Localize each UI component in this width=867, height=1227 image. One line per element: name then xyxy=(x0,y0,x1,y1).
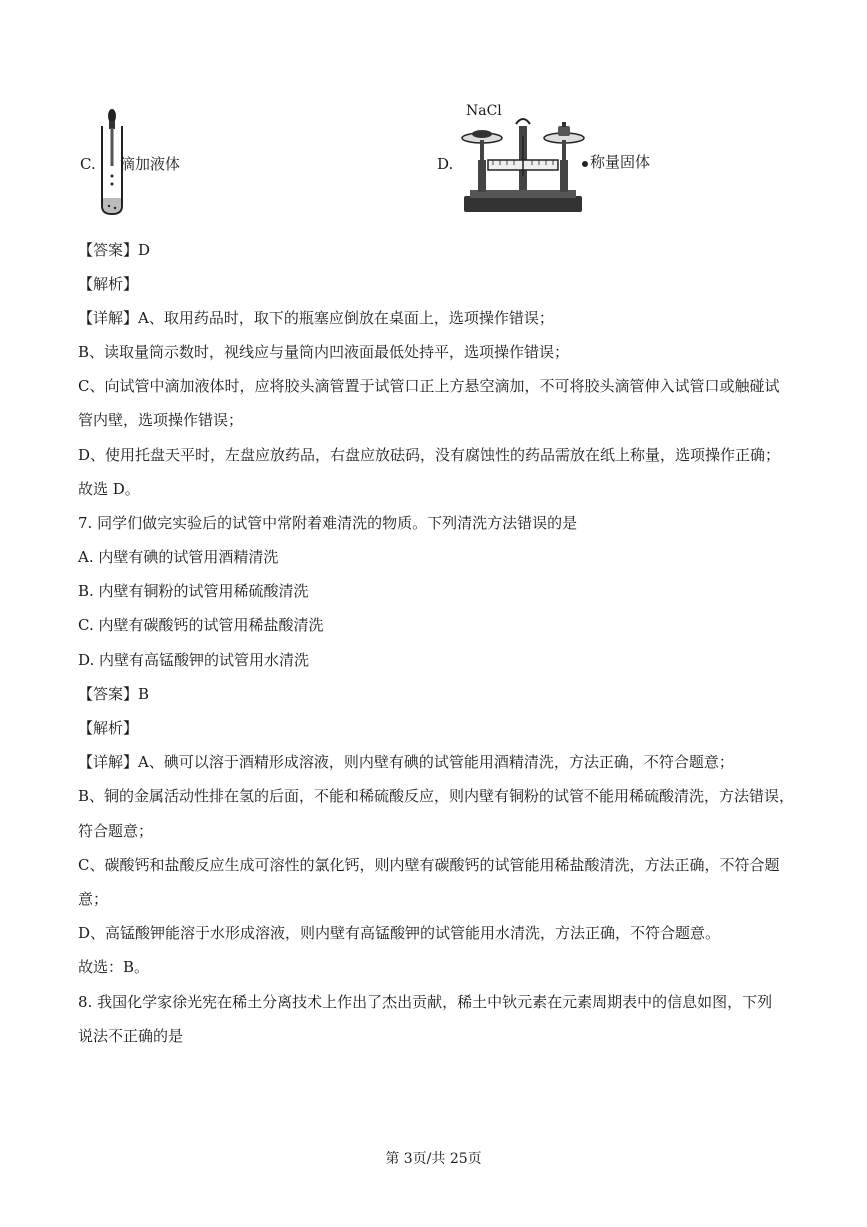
balance-illustration xyxy=(458,116,588,220)
analysis-heading-q6: 【解析】 xyxy=(78,275,139,293)
question-8-stem: 8. 我国化学家徐光宪在稀土分离技术上作出了杰出贡献，稀土中钬元素在元素周期表中的信息如图，下列 xyxy=(78,993,773,1011)
detail-line-b-cont-q7: 符合题意； xyxy=(78,822,154,840)
conclusion-line-q6: 故选 D。 xyxy=(78,480,140,498)
conclusion-line-q7: 故选：B。 xyxy=(78,958,150,976)
detail-line-b-q7: B、铜的金属活动性排在氢的后面，不能和稀硫酸反应，则内壁有铜粉的试管不能用稀硫酸清洗，方法错误， xyxy=(78,787,795,805)
figure-d-caption: 称量固体 xyxy=(590,153,651,171)
analysis-heading-q7: 【解析】 xyxy=(78,719,139,737)
answer-line-q7: 【答案】B xyxy=(78,685,150,703)
detail-line-a-q6: 【详解】A、取用药品时，取下的瓶塞应倒放在桌面上，选项操作错误； xyxy=(78,309,554,327)
reagent-label-nacl: NaCl xyxy=(466,103,502,119)
question-7-stem: 7. 同学们做完实验后的试管中常附着难清洗的物质。下列清洗方法错误的是 xyxy=(78,514,578,532)
detail-line-a-q7: 【详解】A、碘可以溶于酒精形成溶液，则内壁有碘的试管能用酒精清洗，方法正确，不符合题意； xyxy=(78,753,734,771)
question-7-option-a: A. 内壁有碘的试管用酒精清洗 xyxy=(78,548,279,566)
question-7-option-c: C. 内壁有碳酸钙的试管用稀盐酸清洗 xyxy=(78,616,324,634)
detail-line-d-q6: D、使用托盘天平时，左盘应放药品，右盘应放砝码，没有腐蚀性的药品需放在纸上称量，选项操作正确； xyxy=(78,446,781,464)
detail-line-b-q6: B、读取量筒示数时，视线应与量筒内凹液面最低处持平，选项操作错误； xyxy=(78,343,570,361)
detail-line-c-q6: C、向试管中滴加液体时，应将胶头滴管置于试管口正上方悬空滴加，不可将胶头滴管伸入试管口或触碰试 xyxy=(78,377,780,395)
question-8-stem-cont: 说法不正确的是 xyxy=(78,1027,184,1045)
question-7-option-d: D. 内壁有高锰酸钾的试管用水清洗 xyxy=(78,651,310,669)
question-7-option-b: B. 内壁有铜粉的试管用稀硫酸清洗 xyxy=(78,582,309,600)
detail-line-c-cont-q7: 意； xyxy=(78,890,109,908)
detail-line-d-q7: D、高锰酸钾能溶于水形成溶液，则内壁有高锰酸钾的试管能用水清洗，方法正确，不符合题意。 xyxy=(78,924,721,942)
page-footer: 第 3页/共 25页 xyxy=(385,1151,482,1167)
detail-line-c-cont-q6: 管内壁，选项操作错误； xyxy=(78,411,244,429)
option-c-label: C. xyxy=(80,155,96,173)
figure-c-caption: 滴加液体 xyxy=(120,155,181,173)
answer-line-q6: 【答案】D xyxy=(78,241,151,259)
detail-line-c-q7: C、碳酸钙和盐酸反应生成可溶性的氯化钙，则内壁有碳酸钙的试管能用稀盐酸清洗，方法正确，不符合题 xyxy=(78,856,780,874)
option-d-label: D. xyxy=(437,155,454,173)
